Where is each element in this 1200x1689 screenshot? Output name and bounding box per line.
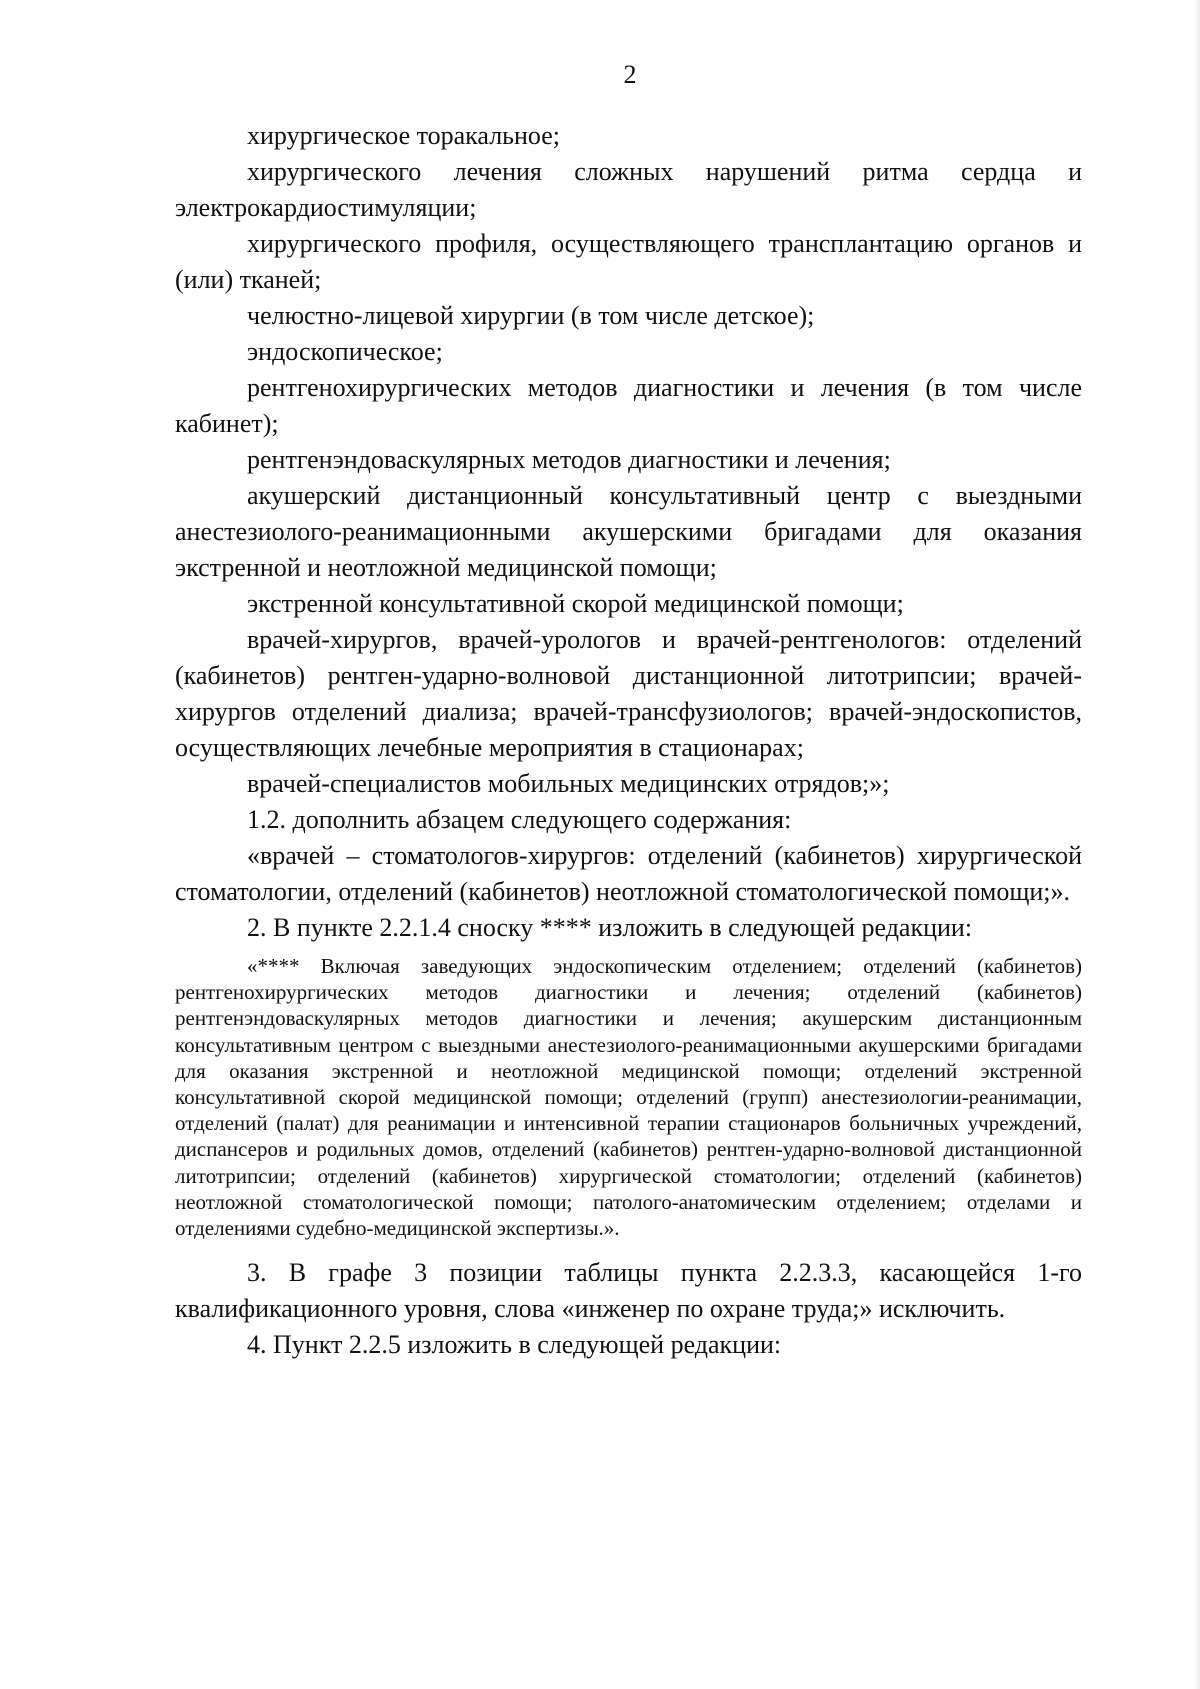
paragraph: «врачей – стоматологов-хирургов: отделений (кабинетов) хирургической стоматологии, отделений (кабинетов) неотложной стоматологической помощи;». [175, 841, 1082, 906]
footnote-quote: «**** Включая заведующих эндоскопическим отделением; отделений (кабинетов) рентгенохирургических методов диагностики и лечения; отделений (кабинетов) рентгенэндоваскулярных методов диагностики и лечения; акушерским дистанционным консультативным центром с выездными анестезиолого-реанимационными акушерскими бригадами для оказания экстренной и неотложной медицинской помощи; отделений экстренной консультативной скорой медицинской помощи; отделений (групп) анестезиологии-реанимации, отделений (палат) для реанимации и интенсивной терапии стационаров больничных учреждений, диспансеров и родильных домов, отделений (кабинетов) рентген-ударно-волновой дистанционной литотрипсии; отделений (кабинетов) хирургической стоматологии; отделений (кабинетов) неотложной стоматологической помощи; патолого-анатомическим отделением; отделами и отделениями судебно-медицинской экспертизы.». [175, 954, 1082, 1241]
page-edge-shadow [1194, 0, 1200, 1689]
paragraph: хирургическое торакальное; [247, 121, 561, 150]
paragraph: врачей-специалистов мобильных медицинских отрядов;»; [247, 769, 890, 798]
paragraph: рентгенохирургических методов диагностики и лечения (в том числе кабинет); [175, 373, 1082, 438]
paragraph: экстренной консультативной скорой медицинской помощи; [247, 589, 904, 618]
document-body [175, 118, 1082, 1363]
paragraph: хирургического лечения сложных нарушений ритма сердца и электрокардиостимуляции; [175, 157, 1082, 222]
paragraph: эндоскопическое; [247, 337, 443, 366]
paragraph: 2. В пункте 2.2.1.4 сноску **** изложить в следующей редакции: [247, 913, 973, 942]
paragraph: 4. Пункт 2.2.5 изложить в следующей редакции: [247, 1330, 782, 1360]
paragraph: врачей-хирургов, врачей-урологов и врачей-рентгенологов: отделений (кабинетов) рентген-ударно-волновой дистанционной литотрипсии; врачей-хирургов отделений диализа; врачей-трансфузиологов; врачей-эндоскопистов, осуществляющих лечебные мероприятия в стационарах; [175, 625, 1082, 762]
paragraph: 3. В графе 3 позиции таблицы пункта 2.2.3.3, касающейся 1-го квалификационного уровня, слова «инженер по охране труда;» исключить. [175, 1258, 1082, 1324]
paragraph: 1.2. дополнить абзацем следующего содержания: [247, 805, 792, 834]
paragraph: хирургического профиля, осуществляющего трансплантацию органов и (или) тканей; [175, 229, 1082, 294]
paragraph: рентгенэндоваскулярных методов диагностики и лечения; [247, 445, 891, 474]
paragraph: челюстно-лицевой хирургии (в том числе детское); [247, 301, 815, 330]
page-number: 2 [623, 60, 637, 89]
paragraph: акушерский дистанционный консультативный центр с выездными анестезиолого-реанимационными акушерскими бригадами для оказания экстренной и неотложной медицинской помощи; [175, 481, 1082, 582]
